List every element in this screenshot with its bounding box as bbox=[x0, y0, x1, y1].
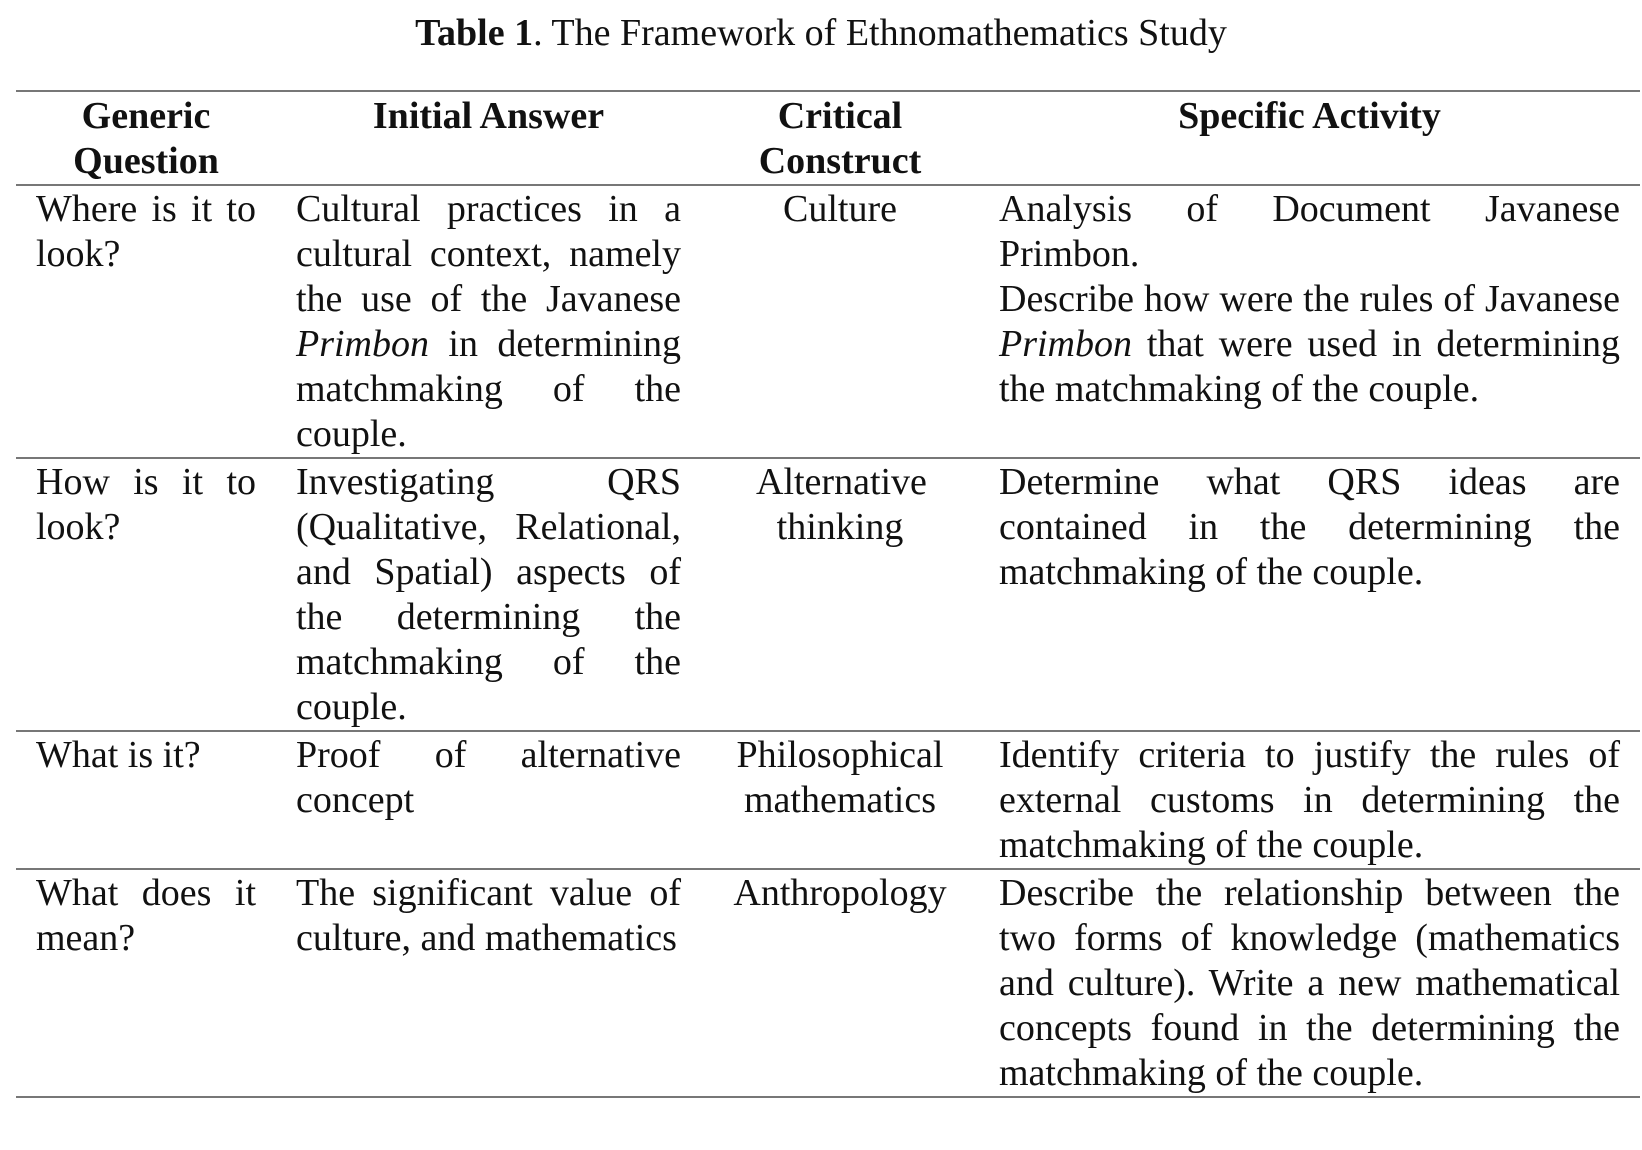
cell-initial-answer: Proof of alternative concept bbox=[296, 734, 681, 821]
cell-critical-construct: Anthropology bbox=[733, 872, 947, 914]
cell-initial-answer bbox=[276, 185, 701, 458]
activity-text: that were used in determining the matchmaking of the couple. bbox=[999, 323, 1620, 410]
header-row bbox=[16, 91, 1640, 185]
answer-text: Cultural practices in a cultural context, namely the use of the Javanese bbox=[296, 188, 681, 320]
cell-specific-activity: Determine what QRS ideas are contained in the determining the matchmaking of the couple. bbox=[999, 461, 1620, 593]
table-row bbox=[16, 731, 1640, 869]
header-specific-activity: Specific Activity bbox=[1178, 95, 1441, 137]
table-body bbox=[16, 185, 1640, 1097]
cell-specific-activity bbox=[979, 185, 1640, 458]
cell-initial-answer: The significant value of culture, and mathematics bbox=[296, 872, 681, 959]
cell-initial-answer: Investigating QRS (Qualitative, Relational, and Spatial) aspects of the determining the matchmaking of the couple. bbox=[296, 461, 681, 728]
cell-specific-activity: Identify criteria to justify the rules of external customs in determining the matchmaking of the couple. bbox=[999, 734, 1620, 866]
answer-italic-term: Primbon bbox=[296, 323, 429, 365]
answer-text: in determining matchmaking of the couple. bbox=[296, 323, 681, 455]
cell-generic-question: How is it to look? bbox=[36, 461, 256, 548]
header-critical-construct: Critical Construct bbox=[758, 95, 922, 182]
cell-critical-construct: Alternative thinking bbox=[756, 461, 927, 548]
table-title: . The Framework of Ethnomathematics Study bbox=[533, 12, 1227, 54]
activity-line: Analysis of Document Javanese Primbon. bbox=[999, 188, 1620, 275]
cell-specific-activity: Describe the relationship between the two forms of knowledge (mathematics and culture). Write a new mathematical concepts found in the determining the matchmaking of the couple. bbox=[999, 872, 1620, 1094]
cell-generic-question: Where is it to look? bbox=[36, 188, 256, 275]
table-row bbox=[16, 458, 1640, 731]
table-header bbox=[16, 91, 1640, 185]
header-generic-question: Generic Question bbox=[73, 95, 219, 182]
cell-critical-construct: Philosophical mathematics bbox=[736, 734, 944, 821]
table-caption bbox=[0, 8, 1642, 58]
activity-italic-term: Primbon bbox=[999, 323, 1132, 365]
framework-table bbox=[16, 90, 1640, 1098]
activity-line bbox=[999, 277, 1620, 412]
cell-generic-question: What does it mean? bbox=[36, 872, 256, 959]
table-row bbox=[16, 185, 1640, 458]
cell-critical-construct: Culture bbox=[783, 188, 897, 230]
header-initial-answer: Initial Answer bbox=[372, 95, 605, 137]
table-row bbox=[16, 869, 1640, 1097]
cell-generic-question: What is it? bbox=[36, 734, 201, 776]
table-number: Table 1 bbox=[415, 12, 534, 54]
activity-text: Describe how were the rules of Javanese bbox=[999, 278, 1620, 320]
